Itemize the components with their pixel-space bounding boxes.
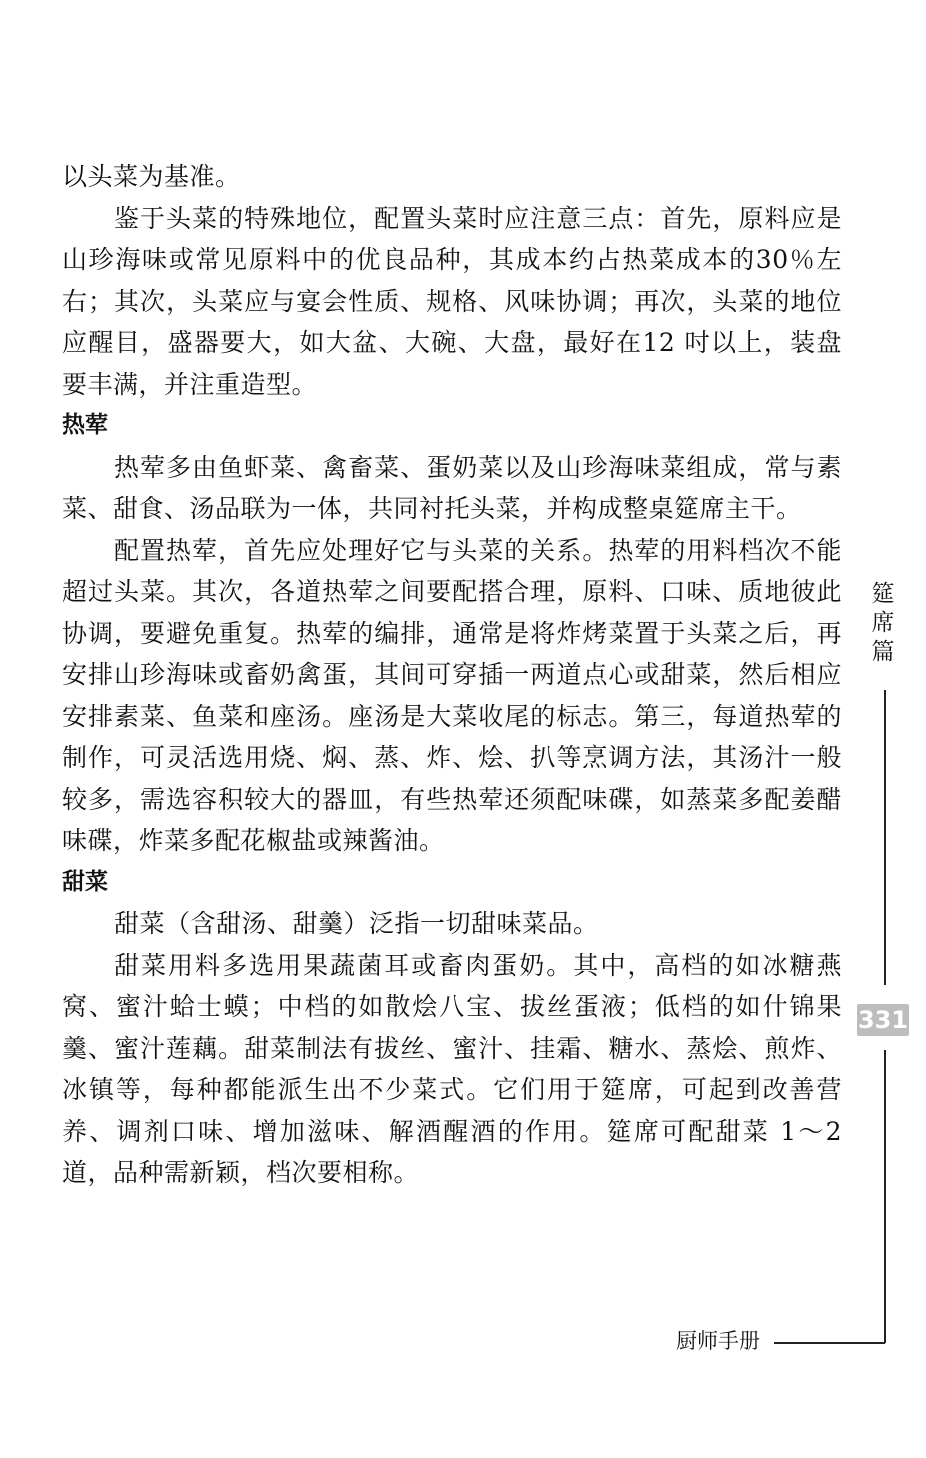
- section-heading: 热荤: [62, 412, 108, 438]
- paragraph: 鉴于头菜的特殊地位，配置头菜时应注意三点：首先，原料应是山珍海味或常见原料中的优良品种，其成本约占热菜成本的30％左右；其次，头菜应与宴会性质、规格、风味协调；再次，头菜的地位应醒目，盛器要大，如大盆、大碗、大盘，最好在12 吋以上，装盘要丰满，并注重造型。: [62, 203, 842, 399]
- paragraph: 配置热荤，首先应处理好它与头菜的关系。热荤的用料档次不能超过头菜。其次，各道热荤之间要配搭合理，原料、口味、质地彼此协调，要避免重复。热荤的编排，通常是将炸烤菜置于头菜之后，再安排山珍海味或畜奶禽蛋，其间可穿插一两道点心或甜菜，然后相应安排素菜、鱼菜和座汤。座汤是大菜收尾的标志。第三，每道热荤的制作，可灵活选用烧、焖、蒸、炸、烩、扒等烹调方法，其汤汁一般较多，需选容积较大的器皿，有些热荤还须配味碟，如蒸菜多配姜醋味碟，炸菜多配花椒盐或辣酱油。: [62, 535, 842, 855]
- paragraph: 甜菜用料多选用果蔬菌耳或畜肉蛋奶。其中，高档的如冰糖燕窝、蜜汁蛤士蟆；中档的如散烩八宝、拔丝蛋液；低档的如什锦果羹、蜜汁莲藕。甜菜制法有拔丝、蜜汁、挂霜、糖水、蒸烩、煎炸、冰镇等，每种都能派生出不少菜式。它们用于筵席，可起到改善营养、调剂口味、增加滋味、解酒醒酒的作用。筵席可配甜菜 1～2 道，品种需新颖，档次要相称。: [62, 950, 842, 1187]
- footer-rule: [774, 1342, 885, 1344]
- margin-rule-upper: [884, 690, 886, 985]
- paragraph: 以头菜为基准。: [62, 162, 241, 191]
- paragraph: 热荤多由鱼虾菜、禽畜菜、蛋奶菜以及山珍海味菜组成，常与素菜、甜食、汤品联为一体，共同衬托头菜，并构成整桌筵席主干。: [62, 452, 842, 523]
- paragraph: 甜菜（含甜汤、甜羹）泛指一切甜味菜品。: [114, 909, 599, 938]
- page-number-badge: 331: [857, 1006, 909, 1034]
- chapter-side-label: 筵席篇: [871, 581, 895, 665]
- margin-rule-lower: [884, 1050, 886, 1343]
- book-title-footer: 厨师手册: [676, 1329, 760, 1353]
- page-body: [62, 156, 842, 1194]
- section-heading: 甜菜: [62, 868, 108, 895]
